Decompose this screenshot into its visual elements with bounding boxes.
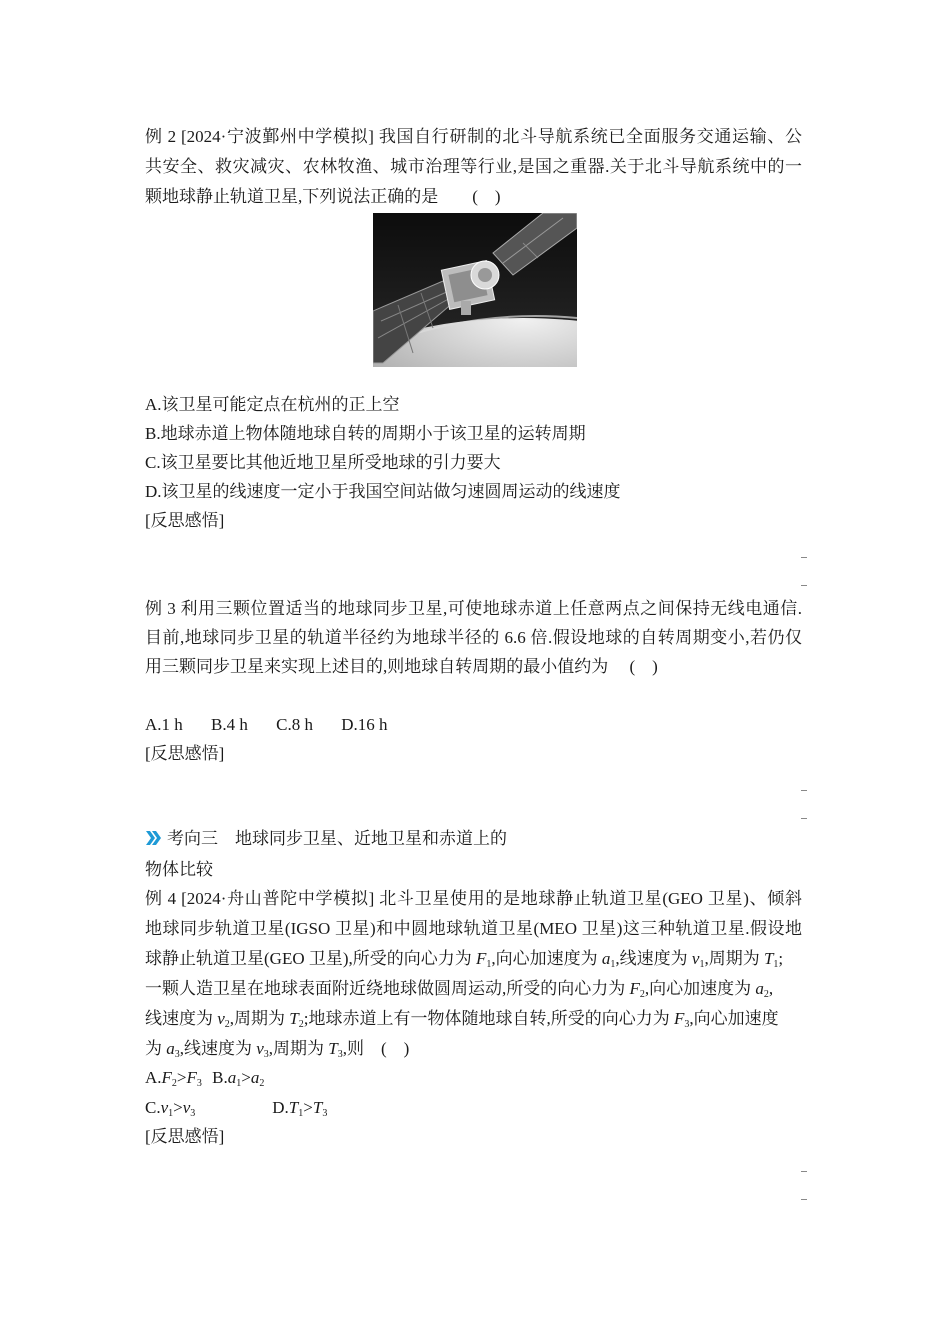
ex2-reflect-label: [反思感悟]: [145, 511, 225, 530]
ex3-options: [145, 712, 388, 738]
ex4-option-d: $D.T_1>T_3$: [272, 1098, 328, 1119]
answer-line-mark: [801, 1199, 807, 1200]
ex4-option-c: $C.v_1>v_3$: [145, 1098, 196, 1119]
section-title-line-1: 考向三 地球同步卫星、近地卫星和赤道上的: [167, 829, 507, 848]
ex3-option-a: A.1 h: [145, 715, 183, 734]
ex3-reflect-label: [反思感悟]: [145, 744, 225, 763]
section-title-line-2: 物体比较: [145, 860, 213, 879]
ex4-stem-line-4: 一颗人造卫星在地球表面附近绕地球做圆周运动,所受的向心力为 $F_2$,向心加速度为 $a_2$,: [145, 979, 774, 1000]
answer-line-mark: [801, 585, 807, 586]
ex3-option-c: C.8 h: [276, 715, 313, 734]
ex4-stem-line-1: 例 4 [2024·舟山普陀中学模拟] 北斗卫星使用的是地球静止轨道卫星(GEO 卫星)、倾斜: [145, 889, 802, 908]
ex4-stem-line-2: 地球同步轨道卫星(IGSO 卫星)和中圆地球轨道卫星(MEO 卫星)这三种轨道卫星.假设地: [145, 919, 802, 938]
ex4-options-row-1: [145, 1065, 264, 1091]
ex2-stem-line-3: 颗地球静止轨道卫星,下列说法正确的是 ( ): [145, 187, 501, 206]
answer-line-mark: [801, 1171, 807, 1172]
ex4-reflect-label: [反思感悟]: [145, 1127, 225, 1146]
ex2-option-b: B.地球赤道上物体随地球自转的周期小于该卫星的运转周期: [145, 424, 586, 443]
ex4-option-b: $B.a_1>a_2$: [212, 1068, 265, 1089]
ex4-options-row-2: [145, 1095, 327, 1121]
ex3-stem-line-1: 例 3 利用三颗位置适当的地球同步卫星,可使地球赤道上任意两点之间保持无线电通信.: [145, 599, 802, 618]
ex2-option-d: D.该卫星的线速度一定小于我国空间站做匀速圆周运动的线速度: [145, 482, 621, 501]
ex2-option-c: C.该卫星要比其他近地卫星所受地球的引力要大: [145, 453, 501, 472]
answer-line-mark: [801, 818, 807, 819]
ex3-option-b: B.4 h: [211, 715, 248, 734]
answer-line-mark: [801, 557, 807, 558]
section-heading: [145, 826, 507, 852]
ex2-stem-line-1: 例 2 [2024·宁波鄞州中学模拟] 我国自行研制的北斗导航系统已全面服务交通运输、公: [145, 127, 802, 146]
ex4-stem-line-3: 球静止轨道卫星(GEO 卫星),所受的向心力为 $F_1$,向心加速度为 $a_1$,线速度为 $v_1$,周期为 $T_1$;: [145, 949, 784, 970]
ex4-stem-line-6: 为 $a_3$,线速度为 $v_3$,周期为 $T_3$,则 ( ): [145, 1039, 410, 1060]
ex2-stem-line-2: 共安全、救灾减灾、农林牧渔、城市治理等行业,是国之重器.关于北斗导航系统中的一: [145, 157, 802, 176]
ex4-stem-line-5: 线速度为 $v_2$,周期为 $T_2$;地球赤道上有一物体随地球自转,所受的向心力为 $F_3$,向心加速度: [145, 1009, 779, 1030]
answer-line-mark: [801, 790, 807, 791]
ex3-stem-line-3: 用三颗同步卫星来实现上述目的,则地球自转周期的最小值约为 ( ): [145, 657, 658, 676]
ex3-stem-line-2: 目前,地球同步卫星的轨道半径约为地球半径的 6.6 倍.假设地球的自转周期变小,若仍仅: [145, 628, 802, 647]
satellite-image: [373, 213, 577, 367]
ex2-option-a: A.该卫星可能定点在杭州的正上空: [145, 395, 400, 414]
ex3-option-d: D.16 h: [341, 715, 388, 734]
double-chevron-icon: [145, 828, 161, 854]
ex4-option-a: $A.F_2>F_3$: [145, 1068, 202, 1089]
